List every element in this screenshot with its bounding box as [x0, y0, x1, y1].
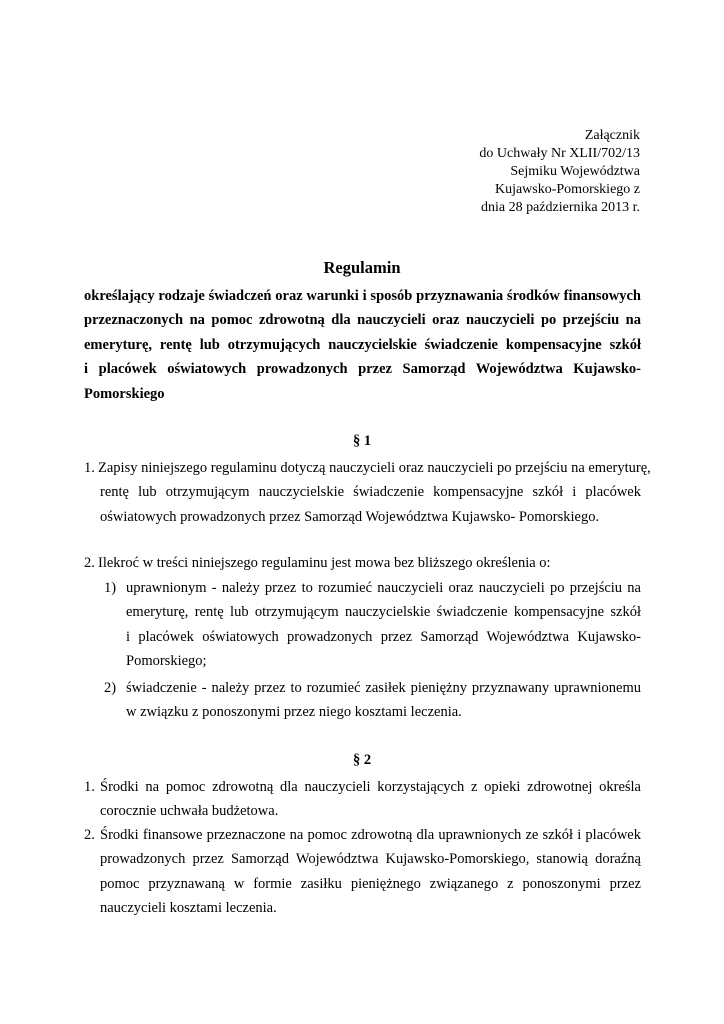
annex-line: dnia 28 października 2013 r.	[480, 200, 640, 215]
paragraph-number: 2.	[84, 827, 95, 843]
item-text	[126, 676, 641, 725]
paragraph-text	[98, 456, 651, 529]
subtitle-line: i placówek oświatowych prowadzonych przez Samorząd Województwa Kujawsko-	[84, 361, 641, 378]
item-line: Pomorskiego;	[126, 653, 207, 670]
paragraph-line: Środki finansowe przeznaczone na pomoc zdrowotną dla uprawnionych ze szkół i placówek	[100, 827, 641, 843]
paragraph-line: nauczycieli kosztami leczenia.	[100, 900, 277, 917]
paragraph-number: 1.	[84, 779, 95, 795]
document-title: Regulamin	[323, 258, 401, 277]
paragraph-line: oświatowych prowadzonych przez Samorząd Województwa Kujawsko- Pomorskiego.	[100, 508, 600, 525]
annex-line: Sejmiku Województwa	[510, 164, 640, 179]
subtitle-line: emeryturę, rentę lub otrzymujących nauczycielskie świadczenie kompensacyjne szkół	[84, 336, 641, 353]
item-line: w związku z ponoszonymi przez niego kosztami leczenia.	[126, 704, 462, 721]
annex-header	[479, 127, 640, 217]
annex-line: Kujawsko-Pomorskiego z	[494, 182, 640, 197]
item-text	[126, 576, 641, 674]
paragraph-intro: Ilekroć w treści niniejszego regulaminu jest mowa bez bliższego określenia o:	[98, 555, 551, 571]
paragraph-text	[100, 775, 641, 824]
section-2-heading: § 2	[352, 752, 372, 768]
subtitle-line: określający rodzaje świadczeń oraz warunki i sposób przyznawania środków finansowych	[84, 288, 641, 304]
section-1-heading: § 1	[352, 433, 372, 449]
paragraph-line: prowadzonych przez Samorząd Województwa Kujawsko-Pomorskiego, stanowią doraźną	[100, 851, 641, 868]
annex-line: do Uchwały Nr XLII/702/13	[479, 146, 640, 161]
item-number: 2)	[104, 680, 117, 696]
annex-line: Załącznik	[584, 128, 640, 143]
item-line: emeryturę, rentę lub otrzymującym nauczycielskie świadczenie kompensacyjne szkół	[126, 604, 641, 621]
item-number: 1)	[104, 580, 117, 596]
item-line: uprawnionym - należy przez to rozumieć nauczycieli oraz nauczycieli po przejściu na	[126, 580, 641, 596]
subtitle-line: Pomorskiego	[84, 385, 165, 402]
paragraph-line: pomoc przyznawaną w formie zasiłku pieniężnego związanego z ponoszonymi przez	[100, 875, 641, 892]
paragraph-line: corocznie uchwała budżetowa.	[100, 803, 279, 820]
paragraph-line: rentę lub otrzymującym nauczycielskie świadczenie kompensacyjne szkół i placówek	[100, 484, 641, 501]
paragraph-text	[100, 823, 641, 921]
item-line: i placówek oświatowych prowadzonych przez Samorząd Województwa Kujawsko-	[126, 628, 641, 645]
document-subtitle	[84, 284, 641, 406]
item-line: świadczenie - należy przez to rozumieć zasiłek pieniężny przyznawany uprawnionemu	[126, 680, 641, 696]
paragraph-number: 2.	[84, 555, 95, 571]
subtitle-line: przeznaczonych na pomoc zdrowotną dla nauczycieli oraz nauczycieli po przejściu na	[84, 312, 641, 329]
paragraph-line: Środki na pomoc zdrowotną dla nauczycieli korzystających z opieki zdrowotnej określa	[100, 779, 641, 795]
paragraph-line: Zapisy niniejszego regulaminu dotyczą nauczycieli oraz nauczycieli po przejściu na emeryturę,	[98, 460, 651, 476]
paragraph-number: 1.	[84, 460, 95, 476]
